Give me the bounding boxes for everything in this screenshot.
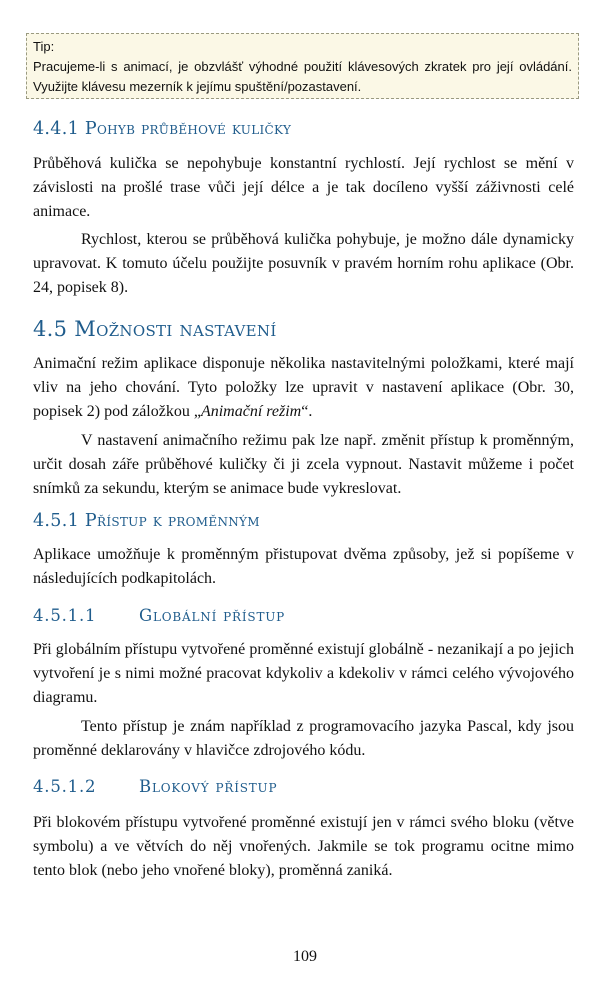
heading-title: Globální přístup [139,606,286,625]
tip-label: Tip: [33,39,55,54]
paragraph: Při globálním přístupu vytvořené proměnné existují globálně - nezanikají a po jejich vytvoření je s nimi možné pracovat kdykoliv a kdekoliv v rámci celého vývojového diagramu. [33,641,574,706]
paragraph: Při blokovém přístupu vytvořené proměnné existují jen v rámci svého bloku (větve symbolu) a ve větvích do něj vnořených. Jakmile se tok programu ocitne mimo tento blok (nebo jeho vnořené bloky), proměnná zaniká. [33,814,574,879]
heading-number: 4.4.1 [33,119,80,139]
paragraph: Aplikace umožňuje k proměnným přistupovat dvěma způsoby, jež si popíšeme v následujících podkapitolách. [33,546,574,587]
paragraph [33,352,574,424]
heading-number: 4.5.1.2 [33,777,97,796]
heading-title: Možnosti nastavení [74,317,277,341]
heading-4-4-1 [33,119,291,139]
paragraph: V nastavení animačního režimu pak lze např. změnit přístup k proměnným, určit dosah záře průběhové kuličky či ji zcela vypnout. Nastavit můžeme i počet snímků za sekundu, kterým se animace bude vykreslovat. [33,432,574,497]
paragraph: Rychlost, kterou se průběhová kulička pohybuje, je možno dále dynamicky upravovat. K tomuto účelu použijte posuvník v pravém horním rohu aplikace (Obr. 24, popisek 8). [33,231,574,296]
paragraph: Tento přístup je znám například z programovacího jazyka Pascal, kdy jsou proměnné deklarovány v hlavičce zdrojového kódu. [33,718,574,759]
heading-number: 4.5.1 [33,511,80,531]
paragraph-text: Animační režim aplikace disponuje několika nastavitelnými položkami, které mají vliv na jeho chování. Tyto položky lze upravit v nastavení aplikace (Obr. 30, popisek 2) pod záložkou „ [33,355,574,420]
emphasis-text: Animační režim [200,403,302,420]
tip-text: Pracujeme-li s animací, je obzvlášť výhodné použití klávesových zkratek pro její ovládání. Využijte klávesu mezerník k jejímu spuštění/pozastavení. [33,59,572,94]
heading-number: 4.5.1.1 [33,606,97,625]
heading-4-5-1-1 [33,606,285,625]
paragraph: Průběhová kulička se nepohybuje konstantní rychlostí. Její rychlost se mění v závislosti na prošlé trase vůči její délce a je tak docíleno vyšší záživnosti celé animace. [33,155,574,220]
heading-4-5-1-2 [33,777,277,796]
heading-4-5 [33,317,277,341]
heading-4-5-1 [33,511,260,531]
tip-box [26,33,579,99]
page-number: 109 [293,948,317,965]
heading-number: 4.5 [33,317,68,341]
heading-title: Pohyb průběhové kuličky [84,119,292,139]
heading-title: Přístup k proměnným [84,511,260,531]
paragraph-text: “. [301,403,313,420]
heading-title: Blokový přístup [139,777,278,796]
